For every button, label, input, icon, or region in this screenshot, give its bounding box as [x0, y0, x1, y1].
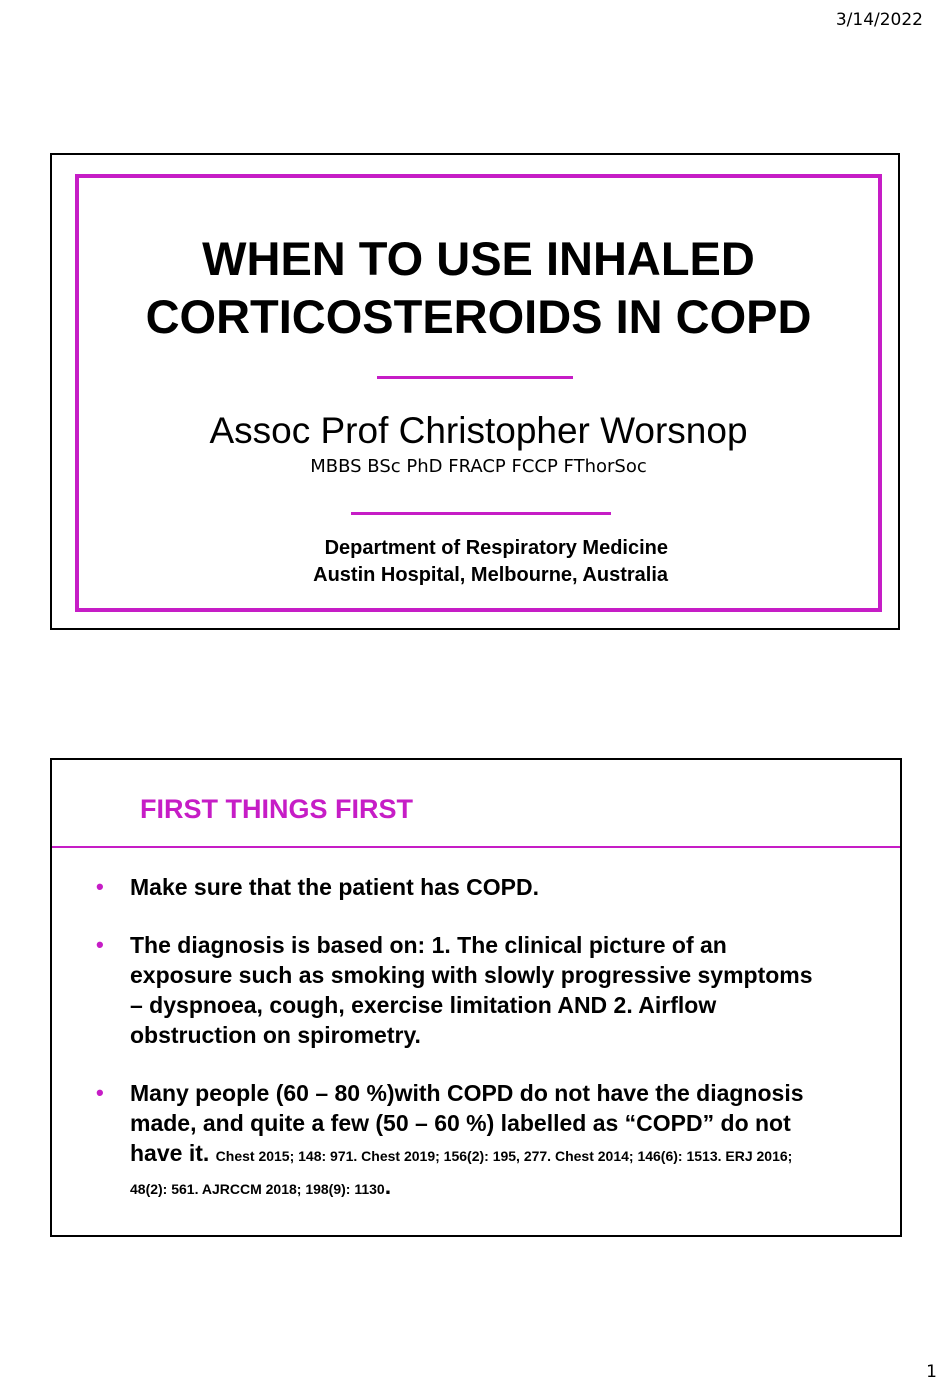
page-number: 1 [926, 1362, 937, 1382]
page-date: 3/14/2022 [835, 10, 923, 30]
bullet-text: Many people (60 – 80 %)with COPD do not have the diagnosis made, and quite a few (50 – 60 %) labelled as “COPD” do not have it. [130, 1080, 804, 1166]
list-item [52, 1078, 900, 1204]
affiliation [313, 535, 668, 589]
references: Chest 2015; 148: 971. Chest 2019; 156(2): 195, 277. Chest 2014; 146(6): 1513. ERJ 2016; 48(2): 561. AJRCCM 2018; 198(9): 1130 [130, 1148, 793, 1197]
hospital-name: Austin Hospital, Melbourne, Australia [313, 564, 668, 586]
content-slide [50, 758, 902, 1237]
slide-title [79, 230, 878, 346]
author-credentials: MBBS BSc PhD FRACP FCCP FThorSoc [310, 456, 647, 477]
department-name: Department of Respiratory Medicine [324, 537, 668, 559]
title-slide [50, 153, 900, 630]
references-end: . [384, 1173, 392, 1199]
bullet-text: The diagnosis is based on: 1. The clinical picture of an exposure such as smoking with slowly progressive symptoms – dyspnoea, cough, exercise limitation AND 2. Airflow obstruction on spirometry. [130, 932, 813, 1048]
bullet-icon: • [96, 1080, 104, 1105]
list-item [52, 930, 900, 1050]
list-item [52, 872, 900, 902]
bullet-text: Make sure that the patient has COPD. [130, 874, 539, 900]
slide-title-line-1: WHEN TO USE INHALED [202, 232, 755, 285]
heading-underline [52, 846, 900, 848]
content-slide-heading: FIRST THINGS FIRST [140, 794, 413, 824]
bullet-text-with-references [130, 1078, 830, 1204]
title-slide-accent-frame [75, 174, 882, 612]
slide-title-line-2: CORTICOSTEROIDS IN COPD [145, 290, 812, 343]
bullet-icon: • [96, 874, 104, 899]
author-divider [351, 512, 611, 515]
title-divider [377, 376, 573, 379]
bullet-icon: • [96, 932, 104, 957]
bullet-list [52, 872, 900, 1232]
author-name: Assoc Prof Christopher Worsnop [209, 410, 748, 451]
